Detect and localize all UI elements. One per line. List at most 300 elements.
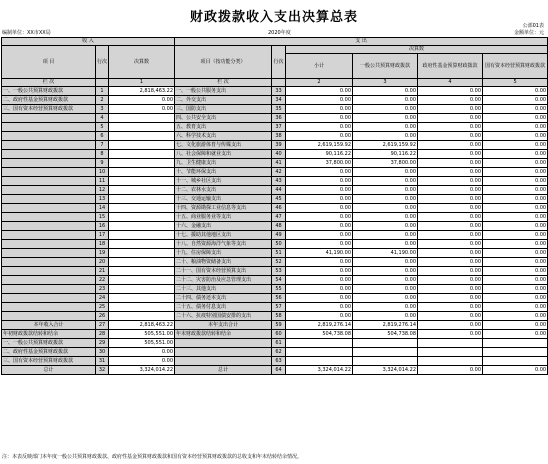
- expense-fund: 0.00: [418, 195, 483, 204]
- expense-line: 54: [272, 276, 286, 285]
- table-row: [2, 96, 548, 105]
- income-value: [109, 249, 175, 258]
- expense-total: 0.00: [286, 177, 353, 186]
- expense-fund: 0.00: [418, 249, 483, 258]
- expense-general: 0.00: [353, 294, 418, 303]
- expense-fund: 0.00: [418, 168, 483, 177]
- income-value: [109, 114, 175, 123]
- income-value: 2,818,463.22: [109, 87, 175, 96]
- expense-header: 支 出: [175, 38, 548, 46]
- income-item: [2, 159, 96, 168]
- table-row: [2, 312, 548, 321]
- expense-fund: 0.00: [418, 258, 483, 267]
- expense-fund: 0.00: [418, 285, 483, 294]
- income-item: 本年收入合计: [2, 321, 96, 330]
- expense-state-capital: 0.00: [483, 204, 548, 213]
- expense-general: 0.00: [353, 105, 418, 114]
- income-line: 18: [96, 240, 109, 249]
- income-item: 三、国有资本经营预算财政拨款: [2, 357, 96, 366]
- expense-total: 0.00: [286, 204, 353, 213]
- expense-fund: 0.00: [418, 177, 483, 186]
- income-value: [109, 168, 175, 177]
- expense-item: 七、文化旅游体育与传媒支出: [175, 141, 272, 150]
- state-capital-header: 国有资本经营预算财政拨款: [483, 54, 548, 79]
- expense-general: 0.00: [353, 204, 418, 213]
- expense-item: 二十五、债务付息支出: [175, 303, 272, 312]
- expense-line: 44: [272, 186, 286, 195]
- table-row: [2, 240, 548, 249]
- expense-fund: 0.00: [418, 141, 483, 150]
- expense-item: 十八、自然资源海洋气象等支出: [175, 240, 272, 249]
- expense-general: 0.00: [353, 213, 418, 222]
- table-row: [2, 177, 548, 186]
- income-value: [109, 132, 175, 141]
- income-item: [2, 141, 96, 150]
- income-value: [109, 285, 175, 294]
- expense-general: 2,819,276.14: [353, 321, 418, 330]
- income-value: [109, 150, 175, 159]
- income-value: [109, 159, 175, 168]
- income-value: 2,818,463.22: [109, 321, 175, 330]
- income-item: [2, 213, 96, 222]
- expense-general: 0.00: [353, 168, 418, 177]
- income-line: 9: [96, 159, 109, 168]
- expense-general: 0.00: [353, 96, 418, 105]
- expense-line: 48: [272, 222, 286, 231]
- expense-total: 0.00: [286, 312, 353, 321]
- expense-item: 年末财政拨款结转和结余: [175, 330, 272, 339]
- report-title: 财政拨款收入支出决算总表: [189, 10, 358, 25]
- income-value: [109, 123, 175, 132]
- expense-state-capital: 0.00: [483, 150, 548, 159]
- expense-state-capital: 0.00: [483, 114, 548, 123]
- income-item: [2, 276, 96, 285]
- expense-item: 一、一般公共服务支出: [175, 87, 272, 96]
- expense-state-capital: 0.00: [483, 258, 548, 267]
- expense-item: 八、社会保障和就业支出: [175, 150, 272, 159]
- table-row: [2, 276, 548, 285]
- income-item: [2, 312, 96, 321]
- unit-measure: 金额单位：元: [513, 30, 544, 36]
- expense-item: 二、外交支出: [175, 96, 272, 105]
- income-value: [109, 303, 175, 312]
- income-value: [109, 141, 175, 150]
- item-header: 项 目: [2, 46, 96, 79]
- expense-general: 3,324,014.22: [353, 366, 418, 375]
- income-item: [2, 258, 96, 267]
- expense-total: 90,116.22: [286, 150, 353, 159]
- income-item: [2, 123, 96, 132]
- expense-general: [353, 348, 418, 357]
- expense-line: 51: [272, 249, 286, 258]
- expense-state-capital: 0.00: [483, 159, 548, 168]
- expense-state-capital: 0.00: [483, 105, 548, 114]
- income-item: 三、国有资本经营预算财政拨款: [2, 105, 96, 114]
- line-header: 行次: [96, 46, 109, 79]
- expense-state-capital: 0.00: [483, 186, 548, 195]
- table-row: [2, 348, 548, 357]
- expense-line: 34: [272, 96, 286, 105]
- expense-state-capital: [483, 357, 548, 366]
- expense-state-capital: [483, 339, 548, 348]
- expense-total: 0.00: [286, 105, 353, 114]
- expense-general: 41,190.00: [353, 249, 418, 258]
- income-item: [2, 303, 96, 312]
- expense-line: 63: [272, 357, 286, 366]
- expense-line: 36: [272, 114, 286, 123]
- expense-state-capital: 0.00: [483, 330, 548, 339]
- income-line: 28: [96, 330, 109, 339]
- income-value: [109, 222, 175, 231]
- expense-item: 二十二、灾害防治及应急管理支出: [175, 276, 272, 285]
- income-line: 21: [96, 267, 109, 276]
- income-line: 25: [96, 303, 109, 312]
- expense-item: 十六、金融支出: [175, 222, 272, 231]
- table-row: [2, 195, 548, 204]
- expense-fund: 0.00: [418, 132, 483, 141]
- expense-line: 47: [272, 213, 286, 222]
- expense-total: 0.00: [286, 240, 353, 249]
- expense-total: 504,738.08: [286, 330, 353, 339]
- budget-table: [1, 37, 548, 375]
- income-value: [109, 240, 175, 249]
- income-line: 8: [96, 150, 109, 159]
- line2-header: 行次: [272, 46, 286, 79]
- income-value: 3,324,014.22: [109, 366, 175, 375]
- income-item: [2, 249, 96, 258]
- table-row: [2, 141, 548, 150]
- expense-item: 六、科学技术支出: [175, 132, 272, 141]
- income-item: [2, 132, 96, 141]
- income-line: 31: [96, 357, 109, 366]
- expense-state-capital: 0.00: [483, 123, 548, 132]
- income-line: 29: [96, 339, 109, 348]
- expense-line: 35: [272, 105, 286, 114]
- income-item: [2, 294, 96, 303]
- col3-label: 3: [353, 79, 418, 87]
- expense-fund: 0.00: [418, 150, 483, 159]
- expense-item: 二十六、抗疫特别国债安排的支出: [175, 312, 272, 321]
- expense-total: 0.00: [286, 213, 353, 222]
- expense-item: 十七、援助其他地区支出: [175, 231, 272, 240]
- income-line: 4: [96, 114, 109, 123]
- expense-state-capital: 0.00: [483, 303, 548, 312]
- expense-fund: 0.00: [418, 213, 483, 222]
- table-row: [2, 285, 548, 294]
- income-header: 收 入: [2, 38, 175, 46]
- expense-general: 0.00: [353, 276, 418, 285]
- expense-total: 0.00: [286, 195, 353, 204]
- unit-name: 编制单位：XX市XX局: [2, 30, 51, 36]
- expense-fund: 0.00: [418, 276, 483, 285]
- income-value: 0.00: [109, 96, 175, 105]
- expense-state-capital: 0.00: [483, 267, 548, 276]
- table-row: [2, 231, 548, 240]
- expense-general: 2,619,159.92: [353, 141, 418, 150]
- expense-state-capital: 0.00: [483, 213, 548, 222]
- expense-line: 42: [272, 168, 286, 177]
- expense-line: 59: [272, 321, 286, 330]
- expense-total: 0.00: [286, 285, 353, 294]
- expense-total: 0.00: [286, 303, 353, 312]
- income-line: 14: [96, 204, 109, 213]
- table-row: [2, 213, 548, 222]
- general-header: 一般公共预算财政拨款: [353, 54, 418, 79]
- income-line: 6: [96, 132, 109, 141]
- expense-state-capital: 0.00: [483, 222, 548, 231]
- col4-label: 4: [418, 79, 483, 87]
- expense-state-capital: 0.00: [483, 321, 548, 330]
- expense-state-capital: 0.00: [483, 285, 548, 294]
- decision-num-header: 决算数: [286, 46, 548, 54]
- expense-fund: 0.00: [418, 105, 483, 114]
- income-line: 12: [96, 186, 109, 195]
- income-item: 年初财政拨款结转和结余: [2, 330, 96, 339]
- expense-item: 十九、住房保障支出: [175, 249, 272, 258]
- expense-fund: 0.00: [418, 303, 483, 312]
- budget-num-header: 决算数: [109, 46, 175, 79]
- expense-fund: 0.00: [418, 159, 483, 168]
- expense-state-capital: 0.00: [483, 132, 548, 141]
- col-label2: 栏 次: [175, 79, 272, 87]
- expense-total: 0.00: [286, 114, 353, 123]
- expense-line: 33: [272, 87, 286, 96]
- income-value: [109, 267, 175, 276]
- expense-item: 四、公共安全支出: [175, 114, 272, 123]
- expense-general: 0.00: [353, 177, 418, 186]
- income-item: [2, 150, 96, 159]
- expense-fund: 0.00: [418, 312, 483, 321]
- expense-general: 0.00: [353, 195, 418, 204]
- expense-state-capital: 0.00: [483, 249, 548, 258]
- income-value: [109, 276, 175, 285]
- income-line: 17: [96, 231, 109, 240]
- income-item: [2, 267, 96, 276]
- footnote: 注：本表反映部门本年度一般公共预算财政拨款、政府性基金预算财政拨款和国有资本经营预算财政拨款的总收支和年末结转结余情况。: [2, 454, 303, 460]
- expense-total: 0.00: [286, 96, 353, 105]
- income-value: [109, 294, 175, 303]
- table-row: [2, 249, 548, 258]
- expense-item: 二十三、其他支出: [175, 285, 272, 294]
- expense-state-capital: [483, 348, 548, 357]
- expense-general: 0.00: [353, 87, 418, 96]
- income-item: 一、一般公共预算财政拨款: [2, 339, 96, 348]
- expense-fund: 0.00: [418, 87, 483, 96]
- expense-total: 0.00: [286, 231, 353, 240]
- expense-general: [353, 357, 418, 366]
- expense-total: 2,819,276.14: [286, 321, 353, 330]
- income-item: 总计: [2, 366, 96, 375]
- income-value: [109, 204, 175, 213]
- expense-total: [286, 339, 353, 348]
- expense-general: 0.00: [353, 258, 418, 267]
- expense-fund: 0.00: [418, 294, 483, 303]
- income-value: [109, 177, 175, 186]
- expense-general: 0.00: [353, 186, 418, 195]
- expense-general: 0.00: [353, 285, 418, 294]
- col5-label: 5: [483, 79, 548, 87]
- total-header: 小计: [286, 54, 353, 79]
- expense-line: 61: [272, 339, 286, 348]
- expense-fund: 0.00: [418, 240, 483, 249]
- income-item: [2, 186, 96, 195]
- expense-total: 0.00: [286, 168, 353, 177]
- expense-line: 40: [272, 150, 286, 159]
- report-year: 2020年度: [268, 30, 291, 36]
- expense-line: 45: [272, 195, 286, 204]
- table-row: [2, 87, 548, 96]
- expense-item: 十一、城乡社区支出: [175, 177, 272, 186]
- income-line: 30: [96, 348, 109, 357]
- expense-item: 总计: [175, 366, 272, 375]
- expense-item: 九、卫生健康支出: [175, 159, 272, 168]
- expense-fund: 0.00: [418, 114, 483, 123]
- income-value: 0.00: [109, 357, 175, 366]
- income-line: 23: [96, 285, 109, 294]
- table-row: [2, 258, 548, 267]
- table-row: [2, 132, 548, 141]
- expense-total: 0.00: [286, 267, 353, 276]
- expense-line: 52: [272, 258, 286, 267]
- income-line: 10: [96, 168, 109, 177]
- expense-general: 0.00: [353, 267, 418, 276]
- table-row: [2, 267, 548, 276]
- expense-line: 57: [272, 303, 286, 312]
- income-value: 505,551.00: [109, 330, 175, 339]
- expense-state-capital: 0.00: [483, 231, 548, 240]
- income-value: 0.00: [109, 105, 175, 114]
- expense-line: 53: [272, 267, 286, 276]
- table-row: [2, 114, 548, 123]
- table-row: [2, 357, 548, 366]
- expense-general: 90,116.22: [353, 150, 418, 159]
- expense-general: 0.00: [353, 231, 418, 240]
- income-item: [2, 177, 96, 186]
- expense-general: 37,800.00: [353, 159, 418, 168]
- expense-total: 0.00: [286, 222, 353, 231]
- table-row: [2, 321, 548, 330]
- expense-state-capital: 0.00: [483, 87, 548, 96]
- expense-total: 0.00: [286, 258, 353, 267]
- expense-general: 504,738.08: [353, 330, 418, 339]
- expense-total: [286, 348, 353, 357]
- expense-total: 0.00: [286, 132, 353, 141]
- income-item: [2, 114, 96, 123]
- expense-fund: 0.00: [418, 330, 483, 339]
- income-item: 二、政府性基金预算财政拨款: [2, 96, 96, 105]
- expense-item-header: 项目（按功能分类）: [175, 46, 272, 79]
- expense-general: 0.00: [353, 132, 418, 141]
- col1-label: 1: [109, 79, 175, 87]
- expense-total: 0.00: [286, 294, 353, 303]
- expense-item: 十五、商业服务业等支出: [175, 213, 272, 222]
- expense-total: 2,619,159.92: [286, 141, 353, 150]
- income-line: 22: [96, 276, 109, 285]
- expense-general: 0.00: [353, 114, 418, 123]
- expense-state-capital: 0.00: [483, 141, 548, 150]
- expense-item: 二十、粮油物资储备支出: [175, 258, 272, 267]
- income-value: [109, 195, 175, 204]
- expense-line: 62: [272, 348, 286, 357]
- expense-fund: 0.00: [418, 204, 483, 213]
- expense-state-capital: 0.00: [483, 366, 548, 375]
- expense-item: 二十四、债务还本支出: [175, 294, 272, 303]
- income-line: 20: [96, 258, 109, 267]
- expense-general: [353, 339, 418, 348]
- income-line: 27: [96, 321, 109, 330]
- expense-state-capital: 0.00: [483, 168, 548, 177]
- income-line: 32: [96, 366, 109, 375]
- expense-line: 37: [272, 123, 286, 132]
- expense-item: 三、国防支出: [175, 105, 272, 114]
- table-row: [2, 150, 548, 159]
- income-value: 0.00: [109, 348, 175, 357]
- income-value: [109, 186, 175, 195]
- income-value: [109, 258, 175, 267]
- expense-item: 十三、交通运输支出: [175, 195, 272, 204]
- table-row: [2, 204, 548, 213]
- expense-state-capital: 0.00: [483, 240, 548, 249]
- income-line: 19: [96, 249, 109, 258]
- expense-line: 38: [272, 132, 286, 141]
- expense-line: 50: [272, 240, 286, 249]
- expense-fund: [418, 357, 483, 366]
- expense-item: 本年支出合计: [175, 321, 272, 330]
- table-row: [2, 366, 548, 375]
- income-item: [2, 240, 96, 249]
- table-row: [2, 123, 548, 132]
- table-row: [2, 339, 548, 348]
- income-item: [2, 285, 96, 294]
- col-label: 栏 次: [2, 79, 96, 87]
- income-item: 一、一般公共预算财政拨款: [2, 87, 96, 96]
- expense-item: [175, 339, 272, 348]
- expense-fund: 0.00: [418, 267, 483, 276]
- expense-fund: 0.00: [418, 186, 483, 195]
- expense-total: 0.00: [286, 276, 353, 285]
- income-item: [2, 204, 96, 213]
- income-value: [109, 312, 175, 321]
- table-row: [2, 168, 548, 177]
- table-body: [2, 87, 548, 375]
- expense-total: 37,800.00: [286, 159, 353, 168]
- expense-fund: [418, 348, 483, 357]
- expense-item: 十四、资源勘探工业信息等支出: [175, 204, 272, 213]
- col2-label: 2: [286, 79, 353, 87]
- expense-line: 58: [272, 312, 286, 321]
- income-line: 24: [96, 294, 109, 303]
- expense-state-capital: 0.00: [483, 312, 548, 321]
- expense-item: 十二、农林水支出: [175, 186, 272, 195]
- expense-general: 0.00: [353, 123, 418, 132]
- table-row: [2, 294, 548, 303]
- expense-line: 60: [272, 330, 286, 339]
- expense-fund: 0.00: [418, 231, 483, 240]
- income-line: 3: [96, 105, 109, 114]
- income-line: 1: [96, 87, 109, 96]
- income-item: [2, 231, 96, 240]
- expense-line: 46: [272, 204, 286, 213]
- expense-fund: 0.00: [418, 123, 483, 132]
- income-item: [2, 222, 96, 231]
- expense-fund: 0.00: [418, 321, 483, 330]
- income-value: [109, 231, 175, 240]
- expense-fund: [418, 339, 483, 348]
- income-line: 7: [96, 141, 109, 150]
- expense-fund: 0.00: [418, 366, 483, 375]
- table-row: [2, 186, 548, 195]
- income-line: 5: [96, 123, 109, 132]
